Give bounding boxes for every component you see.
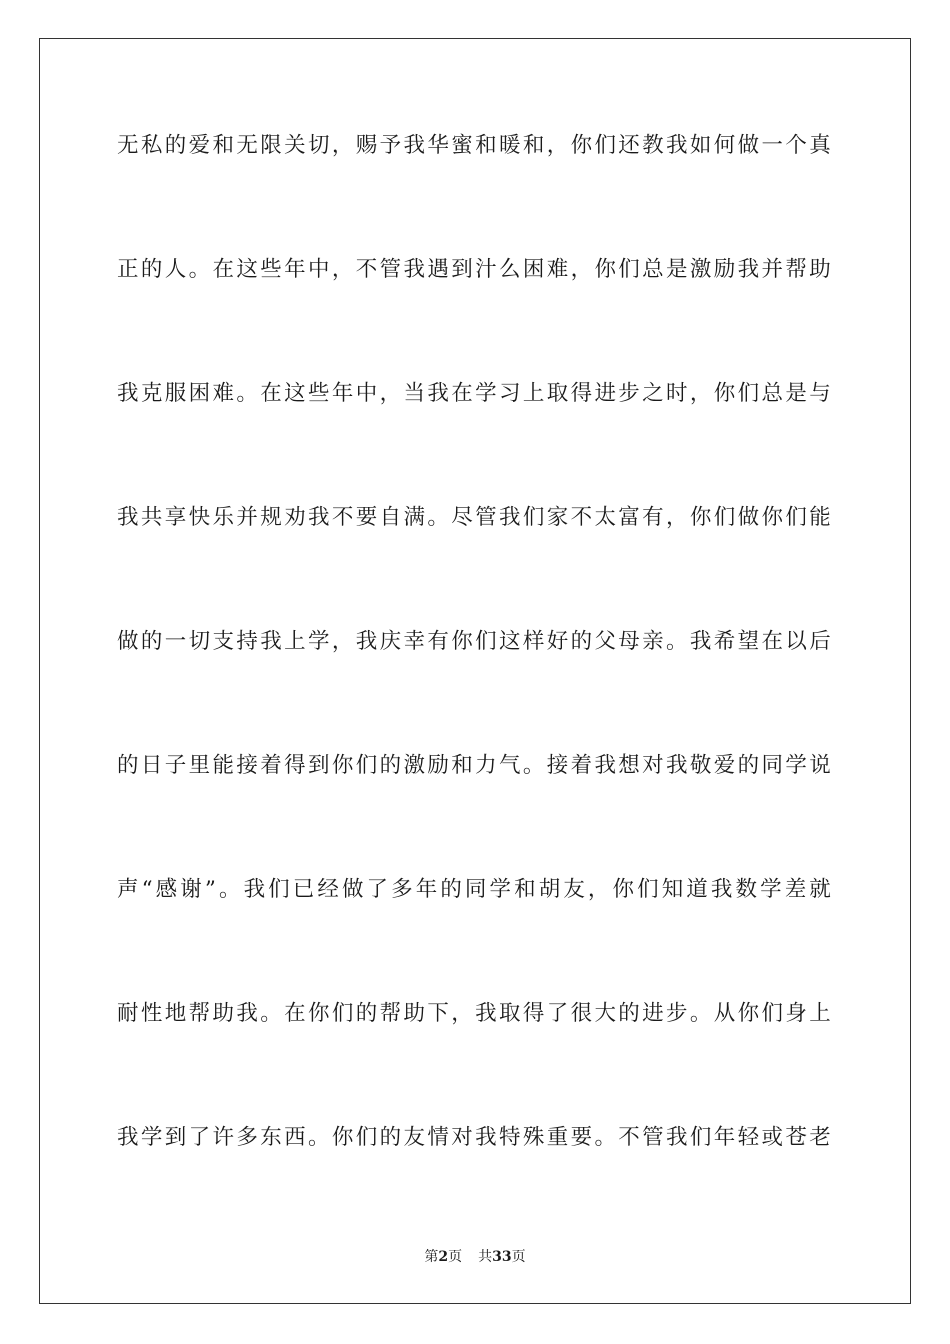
total-suffix: 页 bbox=[511, 1249, 526, 1265]
text-line: 我共享快乐并规劝我不要自满。尽管我们家不太富有，你们做你们能 bbox=[117, 505, 833, 530]
text-line: 我克服困难。在这些年中，当我在学习上取得进步之时，你们总是与 bbox=[117, 381, 833, 406]
page-number: 2 bbox=[438, 1249, 449, 1265]
text-line: 我学到了许多东西。你们的友情对我特殊重要。不管我们年轻或苍老 bbox=[117, 1125, 833, 1150]
page-footer bbox=[0, 1247, 950, 1267]
document-body bbox=[117, 127, 833, 1156]
text-line: 声“感谢”。我们已经做了多年的同学和胡友，你们知道我数学差就 bbox=[117, 877, 833, 902]
page-suffix: 页 bbox=[448, 1249, 463, 1265]
text-line: 耐性地帮助我。在你们的帮助下，我取得了很大的进步。从你们身上 bbox=[117, 1001, 833, 1026]
total-pages: 33 bbox=[492, 1249, 512, 1265]
text-line: 正的人。在这些年中，不管我遇到汁么困难，你们总是激励我并帮助 bbox=[117, 257, 833, 282]
page-prefix: 第 bbox=[424, 1249, 439, 1265]
text-line: 做的一切支持我上学，我庆幸有你们这样好的父母亲。我希望在以后 bbox=[117, 629, 833, 654]
total-prefix: 共 bbox=[478, 1249, 493, 1265]
text-line: 的日子里能接着得到你们的激励和力气。接着我想对我敬爱的同学说 bbox=[117, 753, 833, 778]
text-line: 无私的爱和无限关切，赐予我华蜜和暖和，你们还教我如何做一个真 bbox=[117, 133, 833, 158]
